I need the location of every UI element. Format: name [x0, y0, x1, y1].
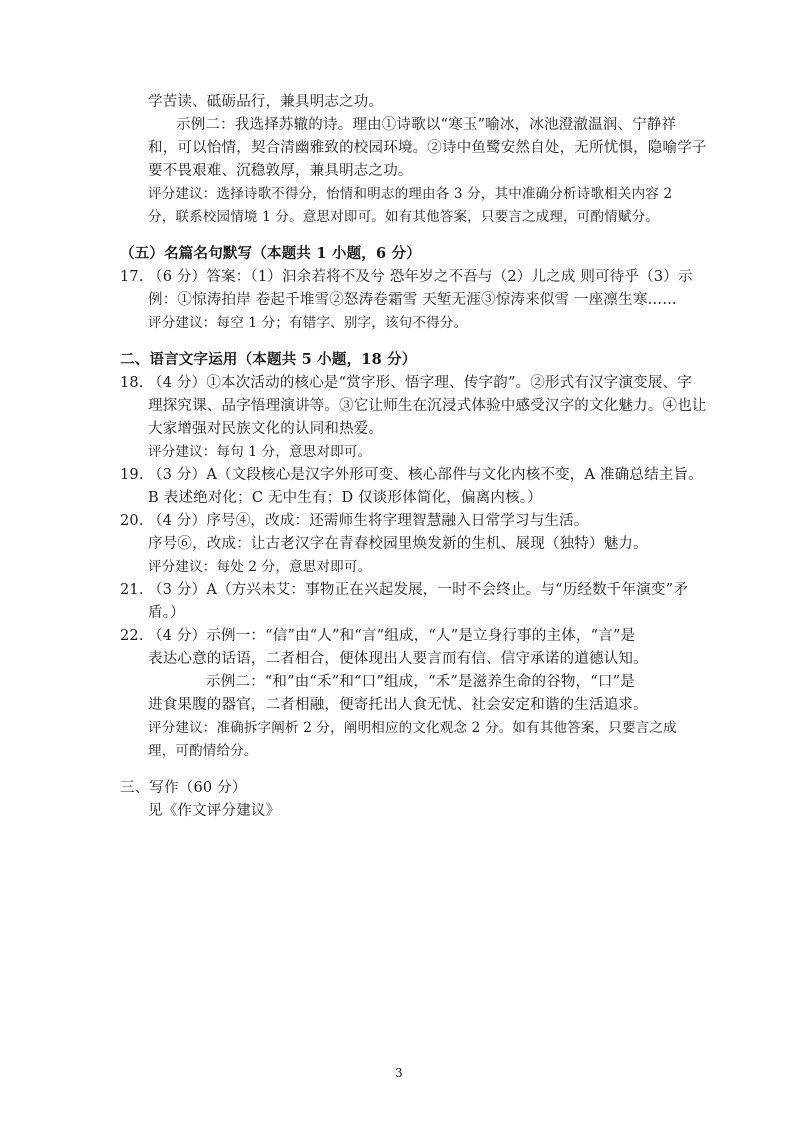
text-line: （4 分）①本次活动的核心是“赏字形、悟字理、传字韵”。②形式有汉字演变展、字: [148, 375, 692, 391]
question-number: 21.: [120, 582, 144, 598]
section-heading: 二、语言文字运用（本题共 5 小题，18 分）: [120, 351, 417, 368]
section-heading: 三、写作（60 分）: [120, 780, 247, 796]
text-line: 表达心意的话语，二者相合，便体现出人要言而有信、信守承诺的道德认知。: [148, 651, 648, 667]
text-line: 学苦读、砥砺品行，兼具明志之功。: [148, 94, 384, 110]
text-line: 大家增强对民族文化的认同和热爱。: [148, 421, 384, 437]
question-number: 19.: [120, 467, 144, 483]
text-line: 和，可以怡情，契合清幽雅致的校园环境。②诗中鱼鹭安然自处，无所忧惧，隐喻学子: [148, 140, 707, 156]
text-line: 见《作文评分建议》: [148, 803, 281, 819]
question-number: 22.: [120, 628, 144, 644]
text-line: 序号⑥，改成：让古老汉字在青春校园里焕发新的生机、展现（独特）魅力。: [148, 536, 648, 552]
question-number: 18.: [120, 375, 144, 391]
question-number: 20.: [120, 513, 144, 529]
text-line: （6 分）答案：（1）汩余若将不及兮 恐年岁之不吾与（2）儿之成 则可待乎（3）示: [148, 269, 693, 285]
text-line: （3 分）A（文段核心是汉字外形可变、核心部件与文化内核不变，A 准确总结主旨。: [148, 467, 703, 483]
text-line: （4 分）示例一：“信”由“人”和“言”组成，“人”是立身行事的主体，“言”是: [148, 628, 636, 644]
text-line: （3 分）A（方兴未艾：事物正在兴起发展，一时不会终止。与“历经数千年演变”矛: [148, 582, 688, 598]
question-number: 17.: [120, 269, 144, 285]
text-line: 示例二：“和”由“禾”和“口”组成，“禾”是滋养生命的谷物，“口”是: [206, 674, 635, 690]
scoring-note: 评分建议：选择诗歌不得分，怡情和明志的理由各 3 分，其中准确分析诗歌相关内容 2: [148, 186, 673, 202]
text-line: 要不畏艰难、沉稳敦厚，兼具明志之功。: [148, 163, 413, 179]
text-line: （4 分）序号④，改成：还需师生将字理智慧融入日常学习与生活。: [148, 513, 589, 529]
text-line: 进食果腹的器官，二者相融，便寄托出人食无忧、社会安定和谐的生活追求。: [148, 697, 648, 713]
scoring-note: 评分建议：准确拆字阐析 2 分，阐明相应的文化观念 2 分。如有其他答案，只要言之成: [148, 720, 677, 736]
scoring-note: 评分建议：每空 1 分；有错字、别字，该句不得分。: [148, 315, 468, 331]
text-line: 盾。）: [148, 605, 185, 621]
page-number: 3: [395, 1066, 403, 1080]
text-line: 示例二：我选择苏辙的诗。理由①诗歌以“寒玉”喻冰，冰池澄澈温润、宁静祥: [176, 117, 677, 133]
text-line: 例：①惊涛拍岸 卷起千堆雪②怒涛卷霜雪 天堑无涯③惊涛来似雪 一座凛生寒……: [148, 292, 677, 308]
text-line: 理探究课、品字悟理演讲等。③它让师生在沉浸式体验中感受汉字的文化魅力。④也让: [148, 398, 707, 414]
scoring-note: 理，可酌情给分。: [148, 743, 258, 759]
scoring-note: 评分建议：每处 2 分，意思对即可。: [148, 559, 372, 575]
scoring-note: 分，联系校园情境 1 分。意思对即可。如有其他答案，只要言之成理，可酌情赋分。: [148, 209, 659, 225]
text-line: B 表述绝对化；C 无中生有；D 仅谈形体简化，偏离内核。）: [148, 490, 542, 506]
section-heading: （五）名篇名句默写（本题共 1 小题，6 分）: [120, 245, 421, 262]
scoring-note: 评分建议：每句 1 分，意思对即可。: [148, 444, 372, 460]
